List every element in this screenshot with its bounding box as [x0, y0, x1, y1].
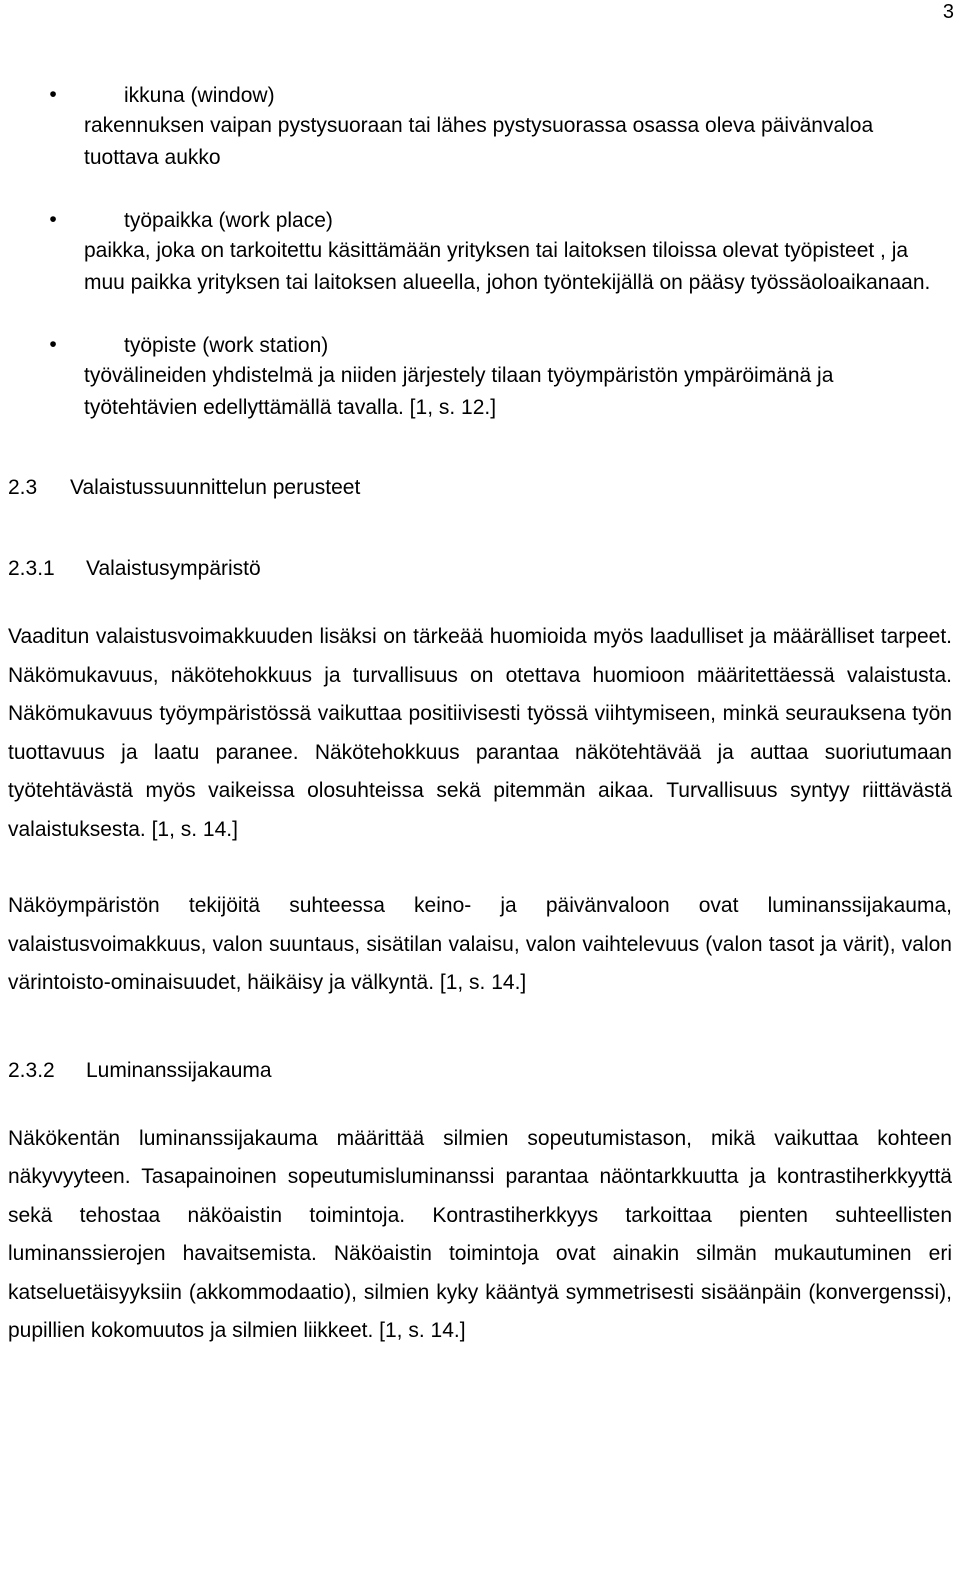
definition-item-tyopiste	[49, 330, 952, 424]
subsection-number: 2.3.2	[8, 1058, 55, 1082]
section-number: 2.3	[8, 476, 38, 499]
subsection-heading-luminanssijakauma	[8, 1055, 952, 1087]
bullet-icon: •	[49, 83, 57, 106]
body-paragraph: Näköympäristön tekijöitä suhteessa keino- ja päivänvaloon ovat luminanssijakauma, valaistusvoimakkuus, valon suuntaus, sisätilan valaisu, valon vaihtelevuus (valon tasot ja värit), valon värintoisto-ominaisuudet, häikäisy ja välkyntä. [1, s. 14.]	[8, 894, 952, 994]
definition-term: työpaikka (work place)	[124, 209, 333, 232]
definition-text: rakennuksen vaipan pystysuoraan tai lähes pystysuorassa osassa oleva päivänvaloa tuottava aukko	[84, 114, 874, 169]
definition-item-tyopaikka	[49, 205, 952, 299]
definition-term: työpiste (work station)	[124, 334, 329, 357]
definition-item-ikkuna	[49, 80, 952, 174]
subsection-title: Luminanssijakauma	[86, 1058, 272, 1082]
bullet-icon: •	[49, 208, 57, 231]
subsection-number: 2.3.1	[8, 557, 55, 580]
section-heading	[8, 472, 952, 504]
definition-text: paikka, joka on tarkoitettu käsittämään yrityksen tai laitoksen tiloissa olevat työpisteet , ja muu paikka yrityksen tai laitoksen alueella, johon työntekijällä on pääsy työssäoloaikanaan.	[84, 239, 931, 294]
definition-text: työvälineiden yhdistelmä ja niiden järjestely tilaan työympäristön ympäröimänä ja työtehtävien edellyttämällä tavalla. [1, s. 12.]	[84, 364, 834, 419]
definition-term: ikkuna (window)	[124, 84, 275, 107]
body-paragraph: Näkökentän luminanssijakauma määrittää silmien sopeutumistason, mikä vaikuttaa kohteen näkyvyyteen. Tasapainoinen sopeutumisluminanssi parantaa näöntarkkuutta ja kontrastiherkkyyttä sekä tehostaa näköaistin toimintoja. Kontrastiherkkyys tarkoittaa pienten suhteellisten luminanssierojen havaitsemista. Näköaistin toimintoja ovat ainakin silmän mukautuminen eri katseluetäisyyksiin (akkommodaatio), silmien kyky kääntyä symmetrisesti sisäänpäin (konvergenssi), pupillien kokomuutos ja silmien liikkeet. [1, s. 14.]	[8, 1126, 952, 1342]
subsection-heading-valaistusymparisto	[8, 553, 952, 585]
section-title: Valaistussuunnittelun perusteet	[70, 476, 361, 499]
bullet-icon: •	[49, 333, 57, 356]
subsection-title: Valaistusympäristö	[86, 557, 261, 580]
body-paragraph: Vaaditun valaistusvoimakkuuden lisäksi on tärkeää huomioida myös laadulliset ja määrälliset tarpeet. Näkömukavuus, näkötehokkuus ja turvallisuus on otettava huomioon määritettäessä valaistusta. Näkömukavuus työympäristössä vaikuttaa positiivisesti työssä viihtymiseen, minkä seurauksena työn tuottavuus ja laatu paranee. Näkötehokkuus parantaa näkötehtävää ja auttaa suoriutumaan työtehtävästä myös vaikeissa olosuhteissa sekä pitemmän aikaa. Turvallisuus syntyy riittävästä valaistuksesta. [1, s. 14.]	[8, 625, 952, 841]
page-number: 3	[942, 1, 954, 23]
document-body	[8, 80, 952, 1351]
